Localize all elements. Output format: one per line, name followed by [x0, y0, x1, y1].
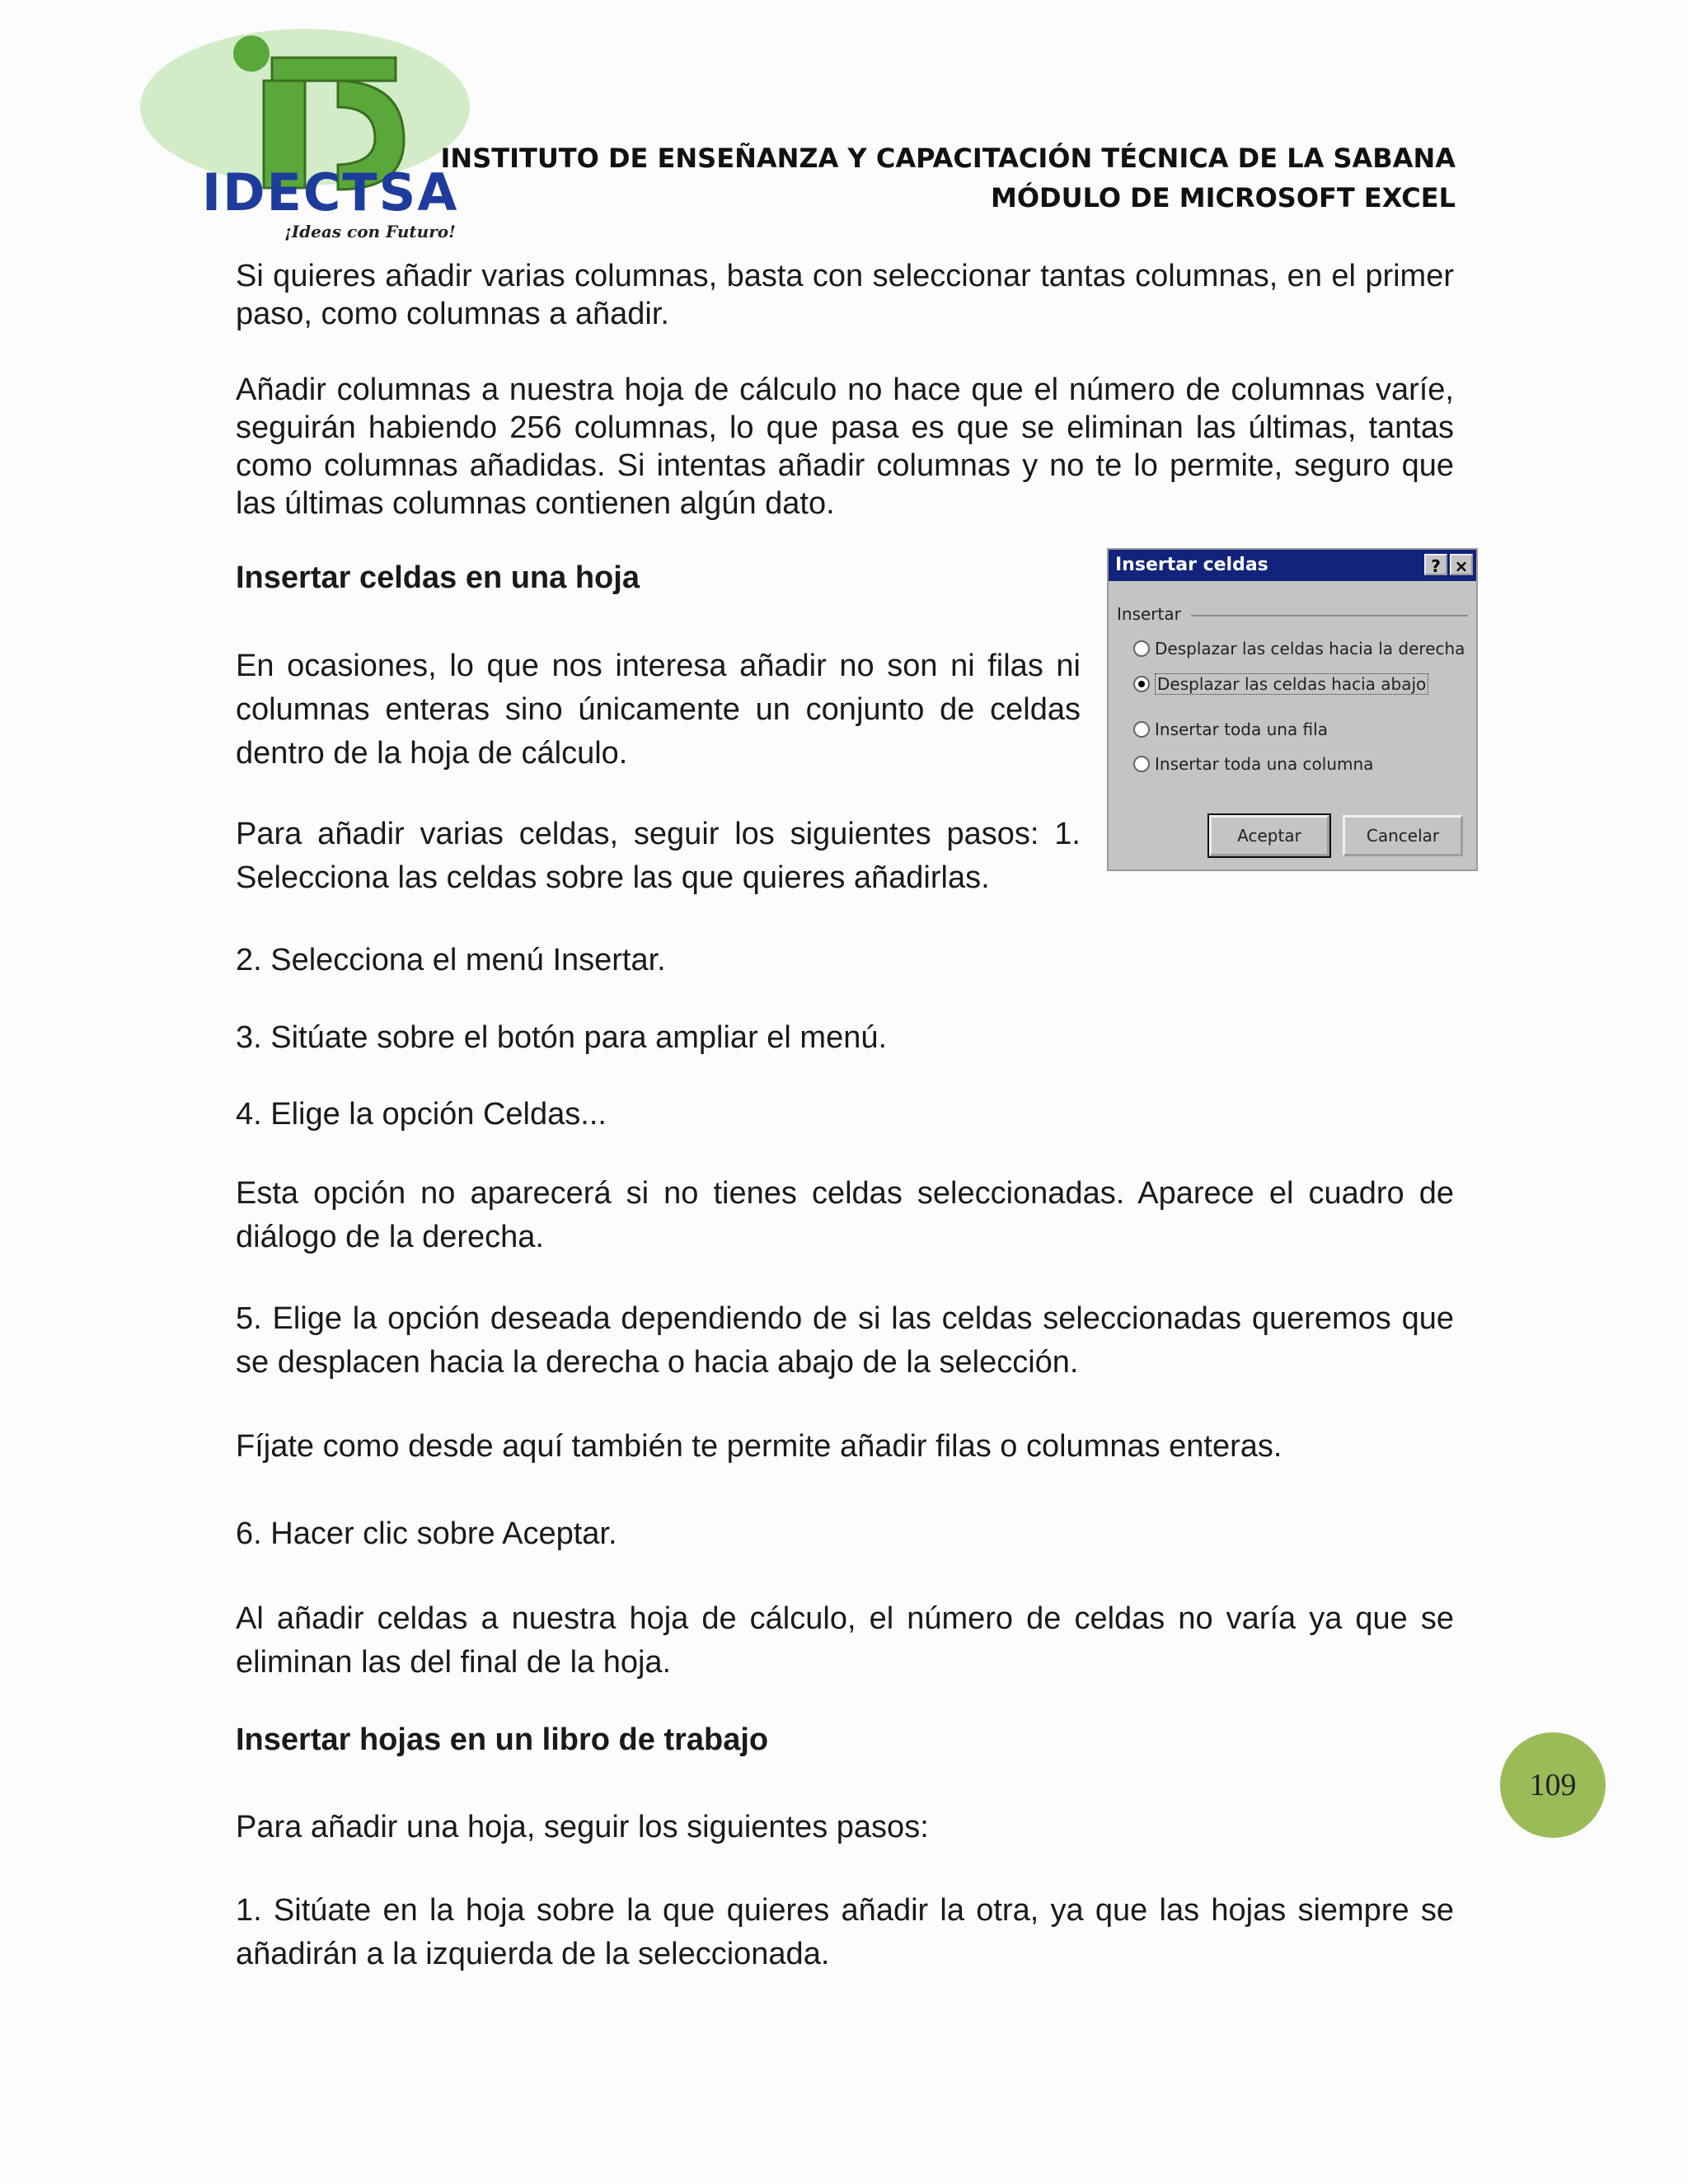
radio-icon[interactable]	[1133, 721, 1150, 738]
sheet-step-1: 1. Sitúate en la hoja sobre la que quieres añadir la otra, ya que las hojas siempre se añadirán a la izquierda de la seleccionada.	[236, 1893, 1454, 1971]
logo-wordmark: IDECTSA	[202, 162, 459, 223]
insert-cells-dialog	[1107, 548, 1478, 871]
institute-title: INSTITUTO DE ENSEÑANZA Y CAPACITACIÓN TÉCNICA DE LA SABANA	[440, 143, 1456, 174]
option-label: Desplazar las celdas hacia abajo	[1155, 673, 1428, 695]
option-entire-row[interactable]	[1133, 719, 1328, 739]
group-label-insertar: Insertar	[1117, 604, 1181, 624]
paragraph-cells-steps: Para añadir varias celdas, seguir los siguientes pasos: 1. Selecciona las celdas sobre las que quieres añadirlas.	[236, 817, 1081, 895]
idectsa-logo	[132, 25, 478, 247]
note-rows-columns: Fíjate como desde aquí también te permite añadir filas o columnas enteras.	[236, 1429, 1282, 1464]
group-divider	[1191, 615, 1468, 616]
heading-insert-sheets: Insertar hojas en un libro de trabajo	[236, 1722, 769, 1757]
cancel-button[interactable]: Cancelar	[1343, 815, 1463, 856]
radio-selected-icon[interactable]	[1133, 676, 1150, 692]
logo-tagline: ¡Ideas con Futuro!	[284, 222, 456, 241]
paragraph-multiple-columns: Si quieres añadir varias columnas, basta con seleccionar tantas columnas, en el primer paso, como columnas a añadir.	[236, 259, 1454, 331]
radio-icon[interactable]	[1133, 756, 1150, 772]
option-label: Insertar toda una fila	[1155, 719, 1328, 739]
ok-button[interactable]: Aceptar	[1209, 815, 1329, 856]
option-label: Desplazar las celdas hacia la derecha	[1155, 639, 1465, 658]
help-icon[interactable]: ?	[1424, 554, 1447, 575]
option-shift-right[interactable]	[1133, 639, 1465, 658]
page-number-badge: 109	[1500, 1732, 1606, 1838]
step-4: 4. Elige la opción Celdas...	[236, 1097, 607, 1132]
document-header	[441, 138, 1456, 218]
dialog-title: Insertar celdas	[1115, 555, 1268, 575]
step-3: 3. Sitúate sobre el botón para ampliar el menú.	[236, 1020, 888, 1055]
dialog-title-bar	[1109, 550, 1476, 581]
radio-icon[interactable]	[1133, 640, 1150, 657]
paragraph-cells-intro: En ocasiones, lo que nos interesa añadir no son ni filas ni columnas enteras sino únicamente un conjunto de celdas dentro de la hoja de cálculo.	[236, 649, 1081, 771]
step-2: 2. Selecciona el menú Insertar.	[236, 943, 666, 977]
paragraph-sheet-steps: Para añadir una hoja, seguir los siguientes pasos:	[236, 1810, 929, 1844]
heading-insert-cells: Insertar celdas en una hoja	[236, 560, 640, 595]
close-icon[interactable]: ×	[1450, 554, 1473, 575]
module-title: MÓDULO DE MICROSOFT EXCEL	[990, 182, 1456, 213]
note-cell-count: Al añadir celdas a nuestra hoja de cálculo, el número de celdas no varía ya que se eliminan las del final de la hoja.	[236, 1601, 1454, 1680]
note-no-selection: Esta opción no aparecerá si no tienes celdas seleccionadas. Aparece el cuadro de diálogo de la derecha.	[236, 1176, 1454, 1254]
option-label: Insertar toda una columna	[1155, 754, 1374, 774]
option-shift-down[interactable]	[1133, 673, 1428, 695]
step-6: 6. Hacer clic sobre Aceptar.	[236, 1516, 617, 1551]
paragraph-column-limit: Añadir columnas a nuestra hoja de cálculo no hace que el número de columnas varíe, seguirán habiendo 256 columnas, lo que pasa es que se eliminan las últimas, tantas como columnas añadidas. Si intentas añadir columnas y no te lo permite, seguro que las últimas columnas contienen algún dato.	[236, 373, 1454, 521]
option-entire-column[interactable]	[1133, 754, 1373, 774]
step-5: 5. Elige la opción deseada dependiendo de si las celdas seleccionadas queremos que se desplacen hacia la derecha o hacia abajo de la selección.	[236, 1301, 1454, 1380]
